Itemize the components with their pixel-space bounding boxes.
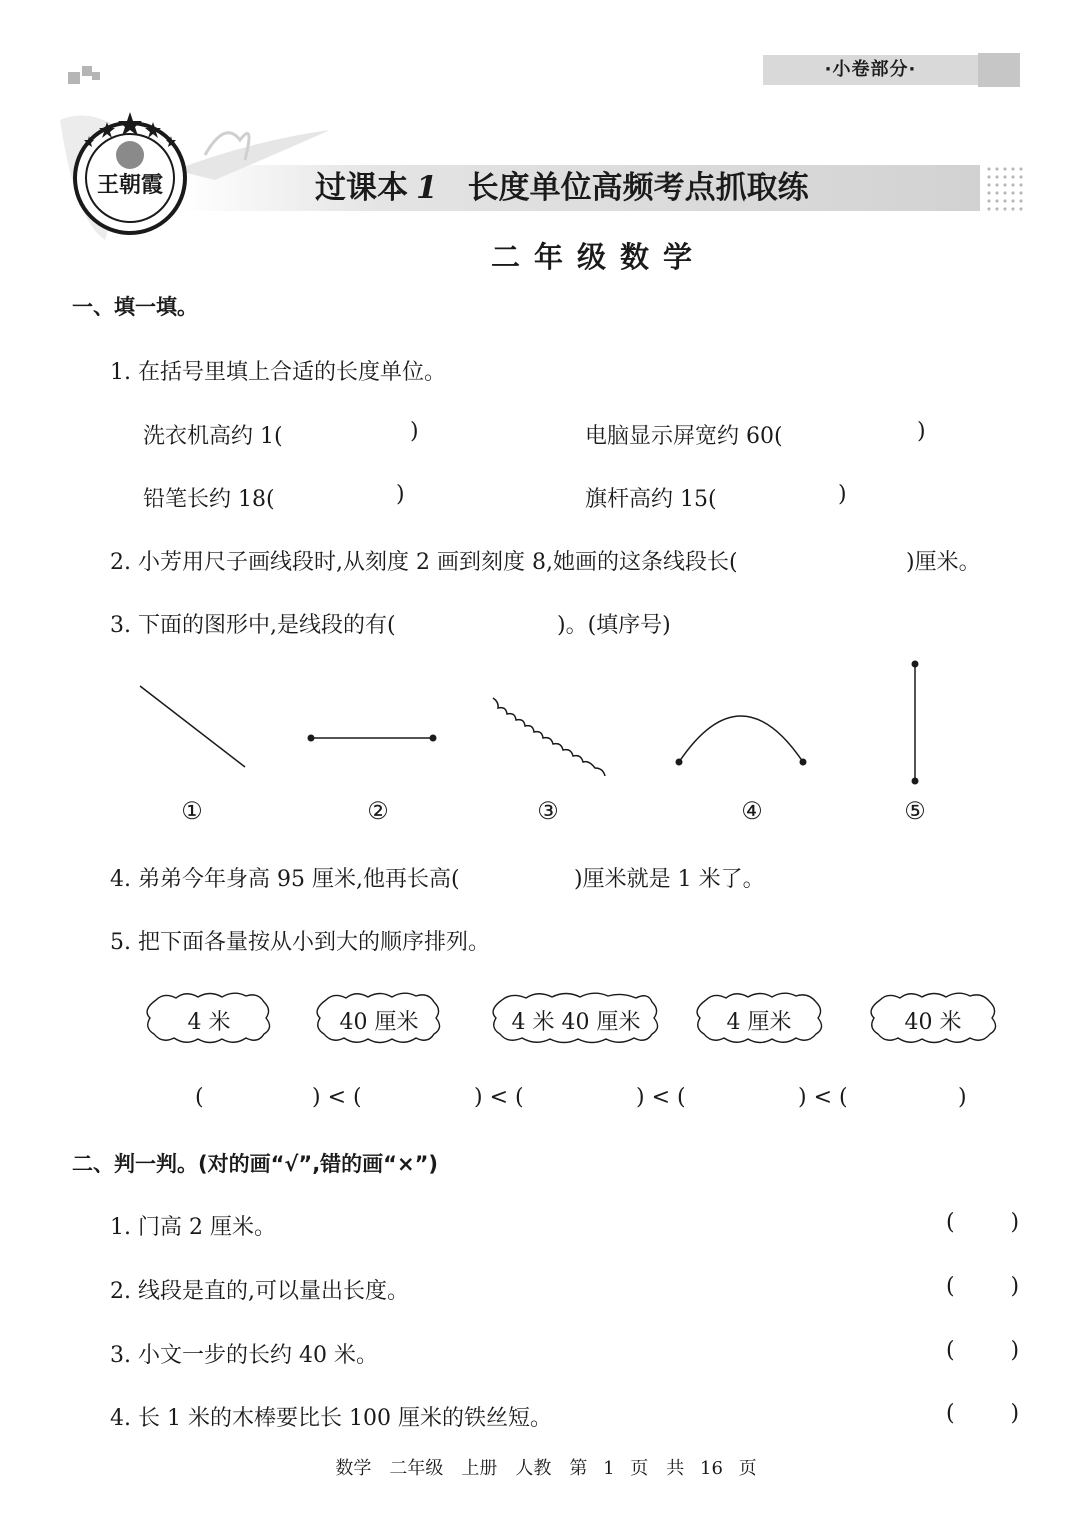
section1-heading: 一、填一填。 (72, 295, 198, 319)
judge-answer-3: ( ) (946, 1338, 1020, 1363)
order-sep-4: ) < ( (798, 1085, 848, 1110)
page-title (315, 165, 809, 211)
figure-arc (679, 716, 803, 762)
order-open: ( (195, 1085, 204, 1110)
arc-endpoint (800, 759, 807, 766)
judge-item-3: 3. 小文一步的长约 40 米。 (110, 1343, 378, 1368)
tag-block (978, 53, 1020, 87)
cloud-3-label: 4 米 40 厘米 (511, 1010, 641, 1035)
judge-answer-4: ( ) (946, 1401, 1020, 1426)
q3-text: 3. 下面的图形中,是线段的有( (110, 613, 396, 638)
q1-text: 1. 在括号里填上合适的长度单位。 (110, 360, 446, 385)
cloud-1-label: 4 米 (187, 1010, 231, 1035)
q3-figures (120, 650, 950, 800)
q1-close-2: ) (917, 419, 926, 444)
section-tag: ·小卷部分· (763, 55, 978, 85)
figure-wavy-line (493, 698, 605, 776)
order-sep-1: ) < ( (312, 1085, 362, 1110)
cloud-5-label: 40 米 (904, 1010, 962, 1035)
q1-item-4: 旗杆高约 15( (585, 487, 717, 512)
title-main: 长度单位高频考点抓取练 (467, 170, 809, 206)
judge-item-4: 4. 长 1 米的木棒要比长 100 厘米的铁丝短。 (110, 1406, 552, 1431)
figure-label-5: ⑤ (904, 797, 926, 825)
segment-endpoint (912, 661, 919, 668)
figure-ray (140, 686, 245, 767)
cloud-2-label: 40 厘米 (339, 1010, 419, 1035)
corner-decoration (68, 72, 80, 84)
banner-dots (985, 165, 1025, 213)
q2-text: 2. 小芳用尺子画线段时,从刻度 2 画到刻度 8,她画的这条线段长( (110, 550, 738, 575)
corner-decoration (92, 72, 100, 80)
q1-item-3: 铅笔长约 18( (143, 487, 275, 512)
q4-after: )厘米就是 1 米了。 (574, 867, 765, 892)
title-prefix: 过课本 (315, 170, 408, 206)
title-number: 1 (416, 170, 438, 206)
q2-after: )厘米。 (906, 550, 981, 575)
segment-endpoint (308, 735, 315, 742)
subtitle: 二年级数学 (490, 240, 706, 274)
q4-text: 4. 弟弟今年身高 95 厘米,他再长高( (110, 867, 460, 892)
q1-close-1: ) (410, 419, 419, 444)
judge-item-1: 1. 门高 2 厘米。 (110, 1215, 276, 1240)
section2-heading: 二、判一判。(对的画“√”,错的画“×”) (72, 1152, 438, 1176)
q1-close-3: ) (396, 482, 405, 507)
q5-text: 5. 把下面各量按从小到大的顺序排列。 (110, 930, 490, 955)
judge-answer-2: ( ) (946, 1274, 1020, 1299)
logo (55, 100, 345, 250)
cloud-4-label: 4 厘米 (726, 1010, 792, 1035)
judge-answer-1: ( ) (946, 1210, 1020, 1235)
segment-endpoint (912, 778, 919, 785)
figure-label-1: ① (181, 797, 203, 825)
segment-endpoint (430, 735, 437, 742)
page-footer: 数学 二年级 上册 人教 第 1 页 共 16 页 (335, 1458, 757, 1479)
arc-endpoint (676, 759, 683, 766)
q1-item-2: 电脑显示屏宽约 60( (585, 424, 783, 449)
corner-decoration (82, 66, 92, 76)
figure-label-2: ② (367, 797, 389, 825)
q1-item-1: 洗衣机高约 1( (143, 424, 283, 449)
q3-after: )。(填序号) (557, 613, 671, 638)
q1-close-4: ) (838, 482, 847, 507)
order-sep-2: ) < ( (474, 1085, 524, 1110)
logo-text: 王朝霞 (96, 172, 164, 198)
judge-item-2: 2. 线段是直的,可以量出长度。 (110, 1279, 409, 1304)
figure-label-4: ④ (741, 797, 763, 825)
figure-label-3: ③ (537, 797, 559, 825)
order-close: ) (958, 1085, 967, 1110)
order-sep-3: ) < ( (636, 1085, 686, 1110)
